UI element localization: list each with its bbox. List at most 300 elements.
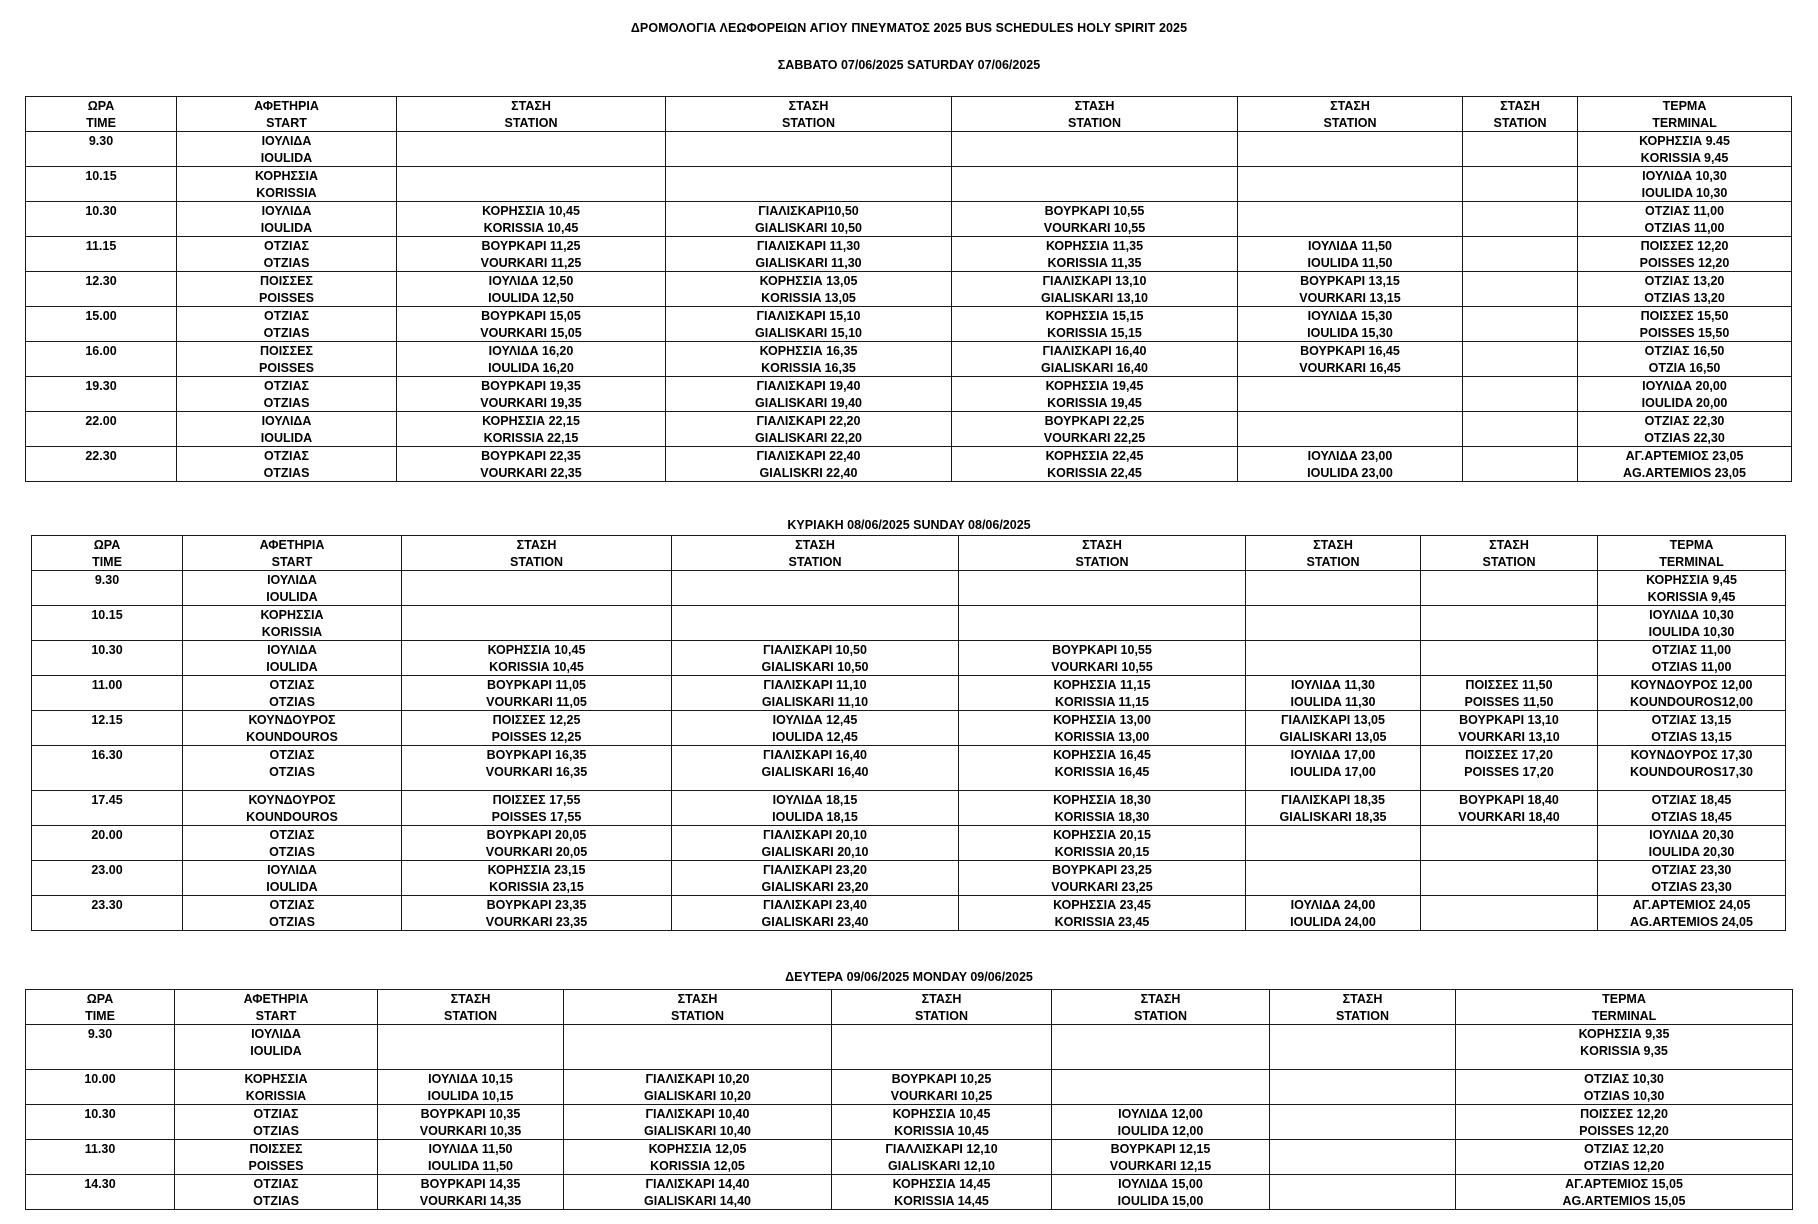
station-stop bbox=[402, 571, 672, 606]
start-location-line: KORISSIA bbox=[256, 185, 317, 200]
terminal-stop-line: ΠΟΙΣΣΕΣ 12,20 bbox=[1580, 1107, 1668, 1121]
station-stop bbox=[1052, 1105, 1270, 1140]
station-stop bbox=[952, 447, 1238, 482]
station-stop-line: ΙΟΥΛΙΔΑ 11,30 bbox=[1291, 678, 1375, 692]
station-stop bbox=[952, 272, 1238, 307]
station-stop bbox=[1246, 791, 1421, 826]
station-stop-line: POISSES 11,50 bbox=[1464, 694, 1554, 709]
terminal-stop-line: POISSES 15,50 bbox=[1639, 325, 1730, 340]
station-stop bbox=[672, 676, 959, 711]
terminal-stop-line: ΟΤΖΙΑΣ 13,20 bbox=[1644, 274, 1725, 288]
terminal-stop-line: ΙΟΥΛΙΔΑ 10,30 bbox=[1649, 608, 1734, 622]
station-stop bbox=[959, 861, 1246, 896]
table-row bbox=[32, 641, 1786, 676]
terminal-stop-line: ΟΤΖΙΑΣ 23,30 bbox=[1651, 863, 1732, 877]
station-stop bbox=[666, 447, 952, 482]
start-location-line: ΠΟΙΣΣΕΣ bbox=[259, 344, 314, 358]
departure-time bbox=[26, 377, 177, 412]
terminal-stop-line: ΟΤΖΙΑΣ 11,00 bbox=[1644, 204, 1725, 218]
station-stop bbox=[1421, 571, 1598, 606]
station-stop bbox=[959, 676, 1246, 711]
station-stop-line: IOULIDA 24,00 bbox=[1290, 914, 1376, 929]
terminal-stop-line: ΚΟΥΝΔΟΥΡΟΣ 17,30 bbox=[1630, 748, 1753, 762]
start-location-line: ΟΤΖΙΑΣ bbox=[264, 239, 309, 253]
start-location-line: ΚΟΡΗΣΣΙΑ bbox=[254, 169, 319, 183]
station-stop bbox=[1238, 237, 1463, 272]
start-location bbox=[183, 676, 402, 711]
station-stop-line: ΓΙΑΛΙΣΚΑΡΙ 20,10 bbox=[763, 828, 867, 842]
station-stop-line: GIALISKARI 12,10 bbox=[888, 1158, 995, 1173]
terminal-stop-line: OTZIAS 11,00 bbox=[1651, 659, 1732, 674]
station-stop bbox=[832, 1070, 1052, 1105]
departure-time bbox=[32, 606, 183, 641]
start-location bbox=[183, 571, 402, 606]
departure-time-line: 23.00 bbox=[91, 863, 123, 877]
table-row bbox=[26, 447, 1792, 482]
start-location-line: POISSES bbox=[259, 360, 314, 375]
station-stop bbox=[666, 377, 952, 412]
departure-time bbox=[32, 861, 183, 896]
departure-time-line: 20.00 bbox=[91, 828, 123, 842]
departure-time bbox=[26, 1105, 175, 1140]
start-location-line: ΙΟΥΛΙΔΑ bbox=[261, 204, 312, 218]
station-stop-line: ΒΟΥΡΚΑΡΙ 10,55 bbox=[1044, 204, 1145, 218]
station-stop-line: VOURKARI 16,45 bbox=[1299, 360, 1401, 375]
station-stop-line: KORISSIA 16,45 bbox=[1054, 764, 1150, 779]
departure-time bbox=[26, 167, 177, 202]
header-station-line: STATION bbox=[443, 1008, 497, 1023]
station-stop bbox=[1270, 1070, 1456, 1105]
departure-time-line: 15.00 bbox=[85, 309, 117, 323]
terminal-stop-line: ΠΟΙΣΣΕΣ 12,20 bbox=[1640, 239, 1729, 253]
table-row bbox=[26, 1140, 1793, 1175]
station-stop bbox=[1246, 676, 1421, 711]
station-stop bbox=[672, 571, 959, 606]
terminal-stop-line: ΚΟΥΝΔΟΥΡΟΣ 12,00 bbox=[1630, 678, 1753, 692]
station-stop bbox=[672, 746, 959, 791]
station-stop bbox=[1270, 1105, 1456, 1140]
departure-time bbox=[26, 237, 177, 272]
terminal-stop-line: ΑΓ.ΑΡΤΕΜΙΟΣ 23,05 bbox=[1625, 449, 1744, 463]
start-location-line: OTZIAS bbox=[269, 764, 315, 779]
header-time-line: ΩΡΑ bbox=[87, 99, 115, 113]
station-stop-line: IOULIDA 15,00 bbox=[1117, 1193, 1204, 1208]
header-station bbox=[564, 990, 832, 1025]
header-station bbox=[1238, 97, 1463, 132]
station-stop-line: VOURKARI 22,35 bbox=[480, 465, 582, 480]
terminal-stop-line: KOUNDOUROS17,30 bbox=[1630, 764, 1753, 779]
header-terminal-line: TERMINAL bbox=[1591, 1008, 1657, 1023]
header-start-line: START bbox=[266, 115, 307, 130]
start-location bbox=[183, 861, 402, 896]
header-station bbox=[1463, 97, 1578, 132]
departure-time bbox=[32, 791, 183, 826]
saturday-title: ΣΑΒΒΑΤΟ 07/06/2025 SATURDAY 07/06/2025 bbox=[777, 58, 1041, 72]
station-stop bbox=[402, 826, 672, 861]
terminal-stop-line: ΟΤΖΙΑΣ 18,45 bbox=[1651, 793, 1732, 807]
departure-time-line: 14.30 bbox=[84, 1177, 116, 1191]
header-station-line: STATION bbox=[1323, 115, 1377, 130]
header-station-line: STATION bbox=[1133, 1008, 1187, 1023]
station-stop-line: ΙΟΥΛΙΔΑ 12,00 bbox=[1118, 1107, 1203, 1121]
departure-time bbox=[32, 641, 183, 676]
station-stop bbox=[1052, 1025, 1270, 1070]
station-stop-line: ΒΟΥΡΚΑΡΙ 15,05 bbox=[481, 309, 581, 323]
start-location-line: IOULIDA bbox=[266, 659, 318, 674]
station-stop-line: IOULIDA 23,00 bbox=[1307, 465, 1393, 480]
station-stop-line: ΓΙΑΛΙΣΚΑΡΙ 15,10 bbox=[756, 309, 861, 323]
station-stop-line: ΚΟΡΗΣΣΙΑ 20,15 bbox=[1053, 828, 1151, 842]
station-stop-line: VOURKARI 23,35 bbox=[485, 914, 588, 929]
header-start bbox=[177, 97, 397, 132]
start-location-line: ΟΤΖΙΑΣ bbox=[264, 379, 309, 393]
station-stop-line: ΙΟΥΛΙΔΑ 12,50 bbox=[488, 274, 574, 288]
departure-time-line: 10.00 bbox=[84, 1072, 116, 1086]
header-terminal-line: ΤΕΡΜΑ bbox=[1669, 538, 1714, 552]
station-stop bbox=[402, 606, 672, 641]
station-stop bbox=[832, 1105, 1052, 1140]
station-stop-line: IOULIDA 11,50 bbox=[1307, 255, 1393, 270]
station-stop bbox=[564, 1105, 832, 1140]
station-stop-line: VOURKARI 10,55 bbox=[1051, 659, 1153, 674]
document-title: ΔΡΟΜΟΛΟΓΙΑ ΛΕΩΦΟΡΕΙΩΝ ΑΓΙΟΥ ΠΝΕΥΜΑΤΟΣ 2025 BUS SCHEDULES HOLY SPIRIT 2025 bbox=[630, 21, 1188, 35]
header-row bbox=[26, 97, 1792, 132]
departure-time-line: 10.15 bbox=[91, 608, 123, 622]
start-location bbox=[177, 132, 397, 167]
station-stop bbox=[378, 1025, 564, 1070]
start-location-line: ΙΟΥΛΙΔΑ bbox=[261, 414, 312, 428]
station-stop bbox=[1421, 606, 1598, 641]
station-stop-line: VOURKARI 13,10 bbox=[1458, 729, 1560, 744]
station-stop bbox=[666, 307, 952, 342]
station-stop-line: KORISSIA 22,15 bbox=[483, 430, 579, 445]
terminal-stop bbox=[1578, 342, 1792, 377]
start-location bbox=[177, 272, 397, 307]
terminal-stop-line: ΚΟΡΗΣΣΙΑ 9.45 bbox=[1639, 134, 1730, 148]
departure-time-line: 10.30 bbox=[85, 204, 117, 218]
station-stop bbox=[672, 861, 959, 896]
station-stop bbox=[672, 606, 959, 641]
station-stop-line: ΙΟΥΛΙΔΑ 11,50 bbox=[1308, 239, 1392, 253]
departure-time-line: 11.00 bbox=[91, 678, 123, 692]
departure-time bbox=[26, 202, 177, 237]
station-stop-line: KORISSIA 14,45 bbox=[894, 1193, 989, 1208]
start-location-line: IOULIDA bbox=[260, 150, 313, 165]
station-stop-line: GIALISKARI 20,10 bbox=[761, 844, 869, 859]
station-stop-line: ΙΟΥΛΙΔΑ 24,00 bbox=[1290, 898, 1376, 912]
header-station-line: STATION bbox=[1075, 554, 1129, 569]
station-stop bbox=[564, 1175, 832, 1210]
station-stop-line: ΚΟΡΗΣΣΙΑ 16,35 bbox=[759, 344, 858, 358]
station-stop-line: ΚΟΡΗΣΣΙΑ 23,15 bbox=[487, 863, 586, 877]
header-station-line: STATION bbox=[788, 554, 842, 569]
terminal-stop-line: OTZIA 16,50 bbox=[1648, 360, 1721, 375]
station-stop bbox=[397, 447, 666, 482]
station-stop-line: IOULIDA 12,45 bbox=[772, 729, 858, 744]
header-start bbox=[183, 536, 402, 571]
header-station-line: STATION bbox=[1482, 554, 1536, 569]
start-location-line: POISSES bbox=[259, 290, 314, 305]
header-station-line: STATION bbox=[1067, 115, 1121, 130]
terminal-stop-line: AG.ARTEMIOS 23,05 bbox=[1623, 465, 1746, 480]
start-location-line: IOULIDA bbox=[260, 220, 313, 235]
start-location bbox=[175, 1140, 378, 1175]
station-stop bbox=[1246, 641, 1421, 676]
header-station-line: ΣΤΑΣΗ bbox=[511, 99, 551, 113]
terminal-stop-line: ΟΤΖΙΑΣ 22,30 bbox=[1644, 414, 1725, 428]
station-stop-line: ΙΟΥΛΙΔΑ 16,20 bbox=[488, 344, 574, 358]
station-stop-line: GIALISKARI 11,10 bbox=[761, 694, 869, 709]
departure-time bbox=[26, 1070, 175, 1105]
station-stop-line: ΒΟΥΡΚΑΡΙ 14,35 bbox=[420, 1177, 521, 1191]
header-time-line: TIME bbox=[85, 1008, 115, 1023]
start-location-line: OTZIAS bbox=[263, 255, 310, 270]
station-stop-line: ΓΙΑΛΙΣΚΑΡΙ 11,10 bbox=[763, 678, 867, 692]
station-stop bbox=[397, 412, 666, 447]
terminal-stop bbox=[1598, 606, 1786, 641]
header-station-line: ΣΤΑΣΗ bbox=[1500, 99, 1540, 113]
terminal-stop-line: IOULIDA 10,30 bbox=[1641, 185, 1728, 200]
station-stop-line: ΚΟΡΗΣΣΙΑ 10,45 bbox=[487, 643, 586, 657]
station-stop bbox=[402, 641, 672, 676]
station-stop-line: KORISSIA 11,15 bbox=[1054, 694, 1150, 709]
start-location-line: OTZIAS bbox=[253, 1123, 299, 1138]
header-terminal-line: TERMINAL bbox=[1652, 115, 1717, 130]
terminal-stop bbox=[1578, 167, 1792, 202]
station-stop-line: ΒΟΥΡΚΑΡΙ 16,45 bbox=[1300, 344, 1400, 358]
station-stop bbox=[397, 167, 666, 202]
departure-time bbox=[32, 711, 183, 746]
station-stop-line: ΒΟΥΡΚΑΡΙ 22,35 bbox=[481, 449, 581, 463]
start-location-line: ΠΟΙΣΣΕΣ bbox=[249, 1142, 303, 1156]
station-stop-line: GIALISKARI 11,30 bbox=[755, 255, 862, 270]
departure-time-line: 9.30 bbox=[94, 573, 120, 587]
departure-time-line: 9.30 bbox=[88, 134, 114, 148]
start-location-line: ΙΟΥΛΙΔΑ bbox=[267, 863, 317, 877]
station-stop bbox=[1246, 861, 1421, 896]
terminal-stop bbox=[1456, 1175, 1793, 1210]
terminal-stop bbox=[1598, 861, 1786, 896]
station-stop-line: IOULIDA 18,15 bbox=[772, 809, 858, 824]
terminal-stop-line: OTZIAS 12,20 bbox=[1583, 1158, 1665, 1173]
header-time bbox=[26, 990, 175, 1025]
station-stop bbox=[1463, 132, 1578, 167]
station-stop bbox=[1246, 746, 1421, 791]
station-stop-line: ΓΙΑΛΙΣΚΑΡΙ 22,20 bbox=[756, 414, 861, 428]
start-location-line: ΚΟΥΝΔΟΥΡΟΣ bbox=[248, 713, 336, 727]
station-stop-line: VOURKARI 15,05 bbox=[480, 325, 582, 340]
header-start-line: START bbox=[271, 554, 313, 569]
station-stop-line: ΒΟΥΡΚΑΡΙ 10,55 bbox=[1052, 643, 1152, 657]
start-location-line: KORISSIA bbox=[261, 624, 323, 639]
station-stop bbox=[1246, 896, 1421, 931]
station-stop-line: IOULIDA 10,15 bbox=[427, 1088, 514, 1103]
start-location bbox=[183, 711, 402, 746]
departure-time bbox=[26, 342, 177, 377]
station-stop-line: ΚΟΡΗΣΣΙΑ 22,45 bbox=[1045, 449, 1144, 463]
station-stop bbox=[959, 606, 1246, 641]
station-stop-line: ΒΟΥΡΚΑΡΙ 11,25 bbox=[481, 239, 581, 253]
station-stop-line: VOURKARI 16,35 bbox=[485, 764, 588, 779]
station-stop bbox=[1421, 896, 1598, 931]
header-station bbox=[1246, 536, 1421, 571]
station-stop bbox=[397, 237, 666, 272]
start-location-line: ΙΟΥΛΙΔΑ bbox=[267, 643, 317, 657]
departure-time bbox=[26, 307, 177, 342]
station-stop bbox=[1421, 861, 1598, 896]
start-location-line: ΚΟΥΝΔΟΥΡΟΣ bbox=[248, 793, 336, 807]
terminal-stop-line: OTZIAS 13,20 bbox=[1644, 290, 1725, 305]
station-stop-line: KORISSIA 11,35 bbox=[1047, 255, 1142, 270]
station-stop-line: ΓΙΑΛΙΣΚΑΡΙ 19,40 bbox=[756, 379, 861, 393]
station-stop bbox=[1246, 571, 1421, 606]
header-station-line: STATION bbox=[504, 115, 558, 130]
start-location bbox=[177, 412, 397, 447]
station-stop bbox=[1270, 1140, 1456, 1175]
station-stop-line: ΚΟΡΗΣΣΙΑ 10,45 bbox=[892, 1107, 991, 1121]
terminal-stop bbox=[1578, 307, 1792, 342]
sunday-schedule-table bbox=[31, 535, 1786, 931]
header-station-line: ΣΤΑΣΗ bbox=[1489, 538, 1529, 552]
terminal-stop-line: KORISSIA 9,45 bbox=[1647, 589, 1736, 604]
sunday-title: ΚΥΡΙΑΚΗ 08/06/2025 SUNDAY 08/06/2025 bbox=[787, 518, 1031, 532]
terminal-stop-line: POISSES 12,20 bbox=[1579, 1123, 1669, 1138]
start-location-line: KOUNDOUROS bbox=[246, 729, 338, 744]
station-stop-line: ΚΟΡΗΣΣΙΑ 11,15 bbox=[1053, 678, 1151, 692]
start-location bbox=[177, 377, 397, 412]
header-terminal bbox=[1456, 990, 1793, 1025]
station-stop bbox=[1463, 167, 1578, 202]
station-stop-line: ΓΙΑΛΙΣΚΑΡΙ 14,40 bbox=[645, 1177, 750, 1191]
header-station bbox=[1421, 536, 1598, 571]
station-stop bbox=[1463, 202, 1578, 237]
station-stop bbox=[402, 711, 672, 746]
station-stop-line: ΓΙΑΛΙΣΚΑΡΙ 13,05 bbox=[1281, 713, 1385, 727]
header-station-line: ΣΤΑΣΗ bbox=[677, 992, 718, 1006]
station-stop-line: ΙΟΥΛΙΔΑ 10,15 bbox=[428, 1072, 513, 1086]
station-stop bbox=[564, 1140, 832, 1175]
terminal-stop-line: ΟΤΖΙΑΣ 11,00 bbox=[1651, 643, 1732, 657]
station-stop bbox=[666, 237, 952, 272]
start-location-line: KORISSIA bbox=[245, 1088, 307, 1103]
station-stop bbox=[1463, 307, 1578, 342]
station-stop bbox=[1238, 447, 1463, 482]
table-row bbox=[26, 132, 1792, 167]
station-stop bbox=[666, 167, 952, 202]
terminal-stop-line: ΚΟΡΗΣΣΙΑ 9,45 bbox=[1646, 573, 1737, 587]
station-stop-line: ΓΙΑΛΙΣΚΑΡΙ 22,40 bbox=[756, 449, 861, 463]
station-stop-line: KORISSIA 10,45 bbox=[894, 1123, 989, 1138]
station-stop-line: GIALISKARI 13,05 bbox=[1279, 729, 1387, 744]
terminal-stop bbox=[1578, 132, 1792, 167]
station-stop bbox=[959, 711, 1246, 746]
station-stop-line: IOULIDA 15,30 bbox=[1307, 325, 1393, 340]
station-stop-line: KORISSIA 18,30 bbox=[1054, 809, 1150, 824]
terminal-stop-line: ΟΤΖΙΑΣ 16,50 bbox=[1644, 344, 1725, 358]
terminal-stop-line: ΟΤΖΙΑΣ 10,30 bbox=[1584, 1072, 1664, 1086]
station-stop-line: KORISSIA 13,00 bbox=[1054, 729, 1150, 744]
station-stop-line: ΠΟΙΣΣΕΣ 11,50 bbox=[1465, 678, 1553, 692]
table-row bbox=[26, 1105, 1793, 1140]
station-stop bbox=[1238, 342, 1463, 377]
start-location-line: ΙΟΥΛΙΔΑ bbox=[267, 573, 317, 587]
station-stop bbox=[397, 307, 666, 342]
table-row bbox=[32, 571, 1786, 606]
station-stop-line: ΒΟΥΡΚΑΡΙ 18,40 bbox=[1459, 793, 1559, 807]
terminal-stop-line: ΟΤΖΙΑΣ 12,20 bbox=[1584, 1142, 1664, 1156]
station-stop-line: KORISSIA 19,45 bbox=[1047, 395, 1142, 410]
station-stop-line: GIALISKARI 10,50 bbox=[755, 220, 862, 235]
terminal-stop bbox=[1578, 412, 1792, 447]
departure-time-line: 19.30 bbox=[85, 379, 117, 393]
header-station-line: ΣΤΑΣΗ bbox=[921, 992, 962, 1006]
station-stop-line: ΚΟΡΗΣΣΙΑ 22,15 bbox=[482, 414, 580, 428]
header-station bbox=[832, 990, 1052, 1025]
start-location-line: ΙΟΥΛΙΔΑ bbox=[251, 1027, 301, 1041]
station-stop-line: IOULIDA 12,50 bbox=[488, 290, 574, 305]
header-time-line: TIME bbox=[92, 554, 122, 569]
station-stop-line: VOURKARI 22,25 bbox=[1043, 430, 1146, 445]
header-station-line: ΣΤΑΣΗ bbox=[450, 992, 491, 1006]
station-stop bbox=[952, 237, 1238, 272]
station-stop-line: GIALISKARI 10,50 bbox=[761, 659, 869, 674]
start-location-line: ΚΟΡΗΣΣΙΑ bbox=[244, 1072, 308, 1086]
station-stop bbox=[1238, 377, 1463, 412]
station-stop-line: ΒΟΥΡΚΑΡΙ 23,35 bbox=[486, 898, 587, 912]
start-location-line: ΟΤΖΙΑΣ bbox=[269, 898, 315, 912]
header-row bbox=[32, 536, 1786, 571]
station-stop-line: VOURKARI 11,05 bbox=[486, 694, 587, 709]
station-stop-line: ΒΟΥΡΚΑΡΙ 23,25 bbox=[1052, 863, 1152, 877]
station-stop-line: ΙΟΥΛΙΔΑ 15,30 bbox=[1307, 309, 1393, 323]
station-stop-line: VOURKARI 10,55 bbox=[1043, 220, 1146, 235]
departure-time bbox=[26, 132, 177, 167]
station-stop bbox=[672, 791, 959, 826]
station-stop bbox=[402, 791, 672, 826]
header-station bbox=[1270, 990, 1456, 1025]
station-stop-line: VOURKARI 20,05 bbox=[485, 844, 588, 859]
station-stop bbox=[1052, 1070, 1270, 1105]
station-stop-line: ΙΟΥΛΙΔΑ 12,45 bbox=[772, 713, 858, 727]
header-station bbox=[402, 536, 672, 571]
start-location-line: OTZIAS bbox=[263, 325, 310, 340]
start-location bbox=[183, 606, 402, 641]
table-row bbox=[26, 412, 1792, 447]
header-start-line: ΑΦΕΤΗΡΙΑ bbox=[254, 99, 319, 113]
station-stop bbox=[1463, 377, 1578, 412]
station-stop bbox=[832, 1140, 1052, 1175]
station-stop bbox=[1246, 606, 1421, 641]
header-station-line: ΣΤΑΣΗ bbox=[1074, 99, 1115, 113]
start-location-line: ΚΟΡΗΣΣΙΑ bbox=[260, 608, 324, 622]
station-stop bbox=[952, 167, 1238, 202]
station-stop-line: VOURKARI 19,35 bbox=[480, 395, 582, 410]
station-stop bbox=[952, 342, 1238, 377]
departure-time bbox=[26, 447, 177, 482]
station-stop-line: ΓΙΑΛΙΣΚΑΡΙ 18,35 bbox=[1281, 793, 1385, 807]
terminal-stop-line: OTZIAS 22,30 bbox=[1644, 430, 1725, 445]
terminal-stop bbox=[1578, 272, 1792, 307]
station-stop bbox=[666, 132, 952, 167]
station-stop bbox=[1421, 746, 1598, 791]
terminal-stop-line: KORISSIA 9,35 bbox=[1580, 1043, 1668, 1058]
header-station-line: ΣΤΑΣΗ bbox=[1140, 992, 1181, 1006]
start-location bbox=[183, 746, 402, 791]
header-station-line: STATION bbox=[670, 1008, 724, 1023]
station-stop-line: GIALISKARI 16,40 bbox=[761, 764, 869, 779]
table-row bbox=[26, 272, 1792, 307]
terminal-stop bbox=[1598, 791, 1786, 826]
